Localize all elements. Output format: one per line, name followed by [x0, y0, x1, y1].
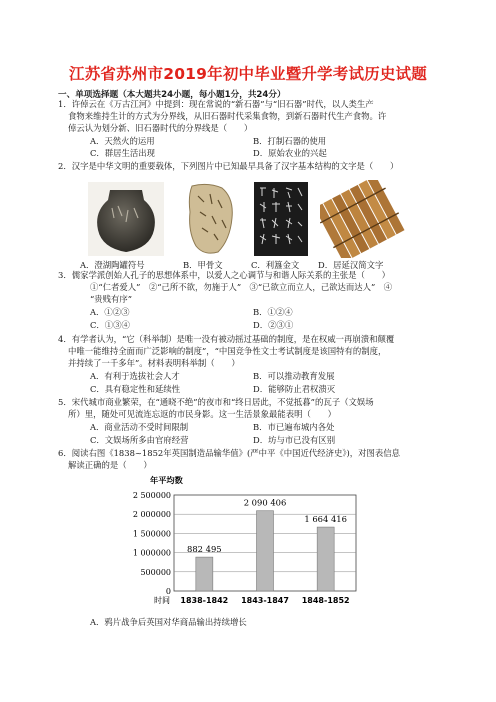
page-title: 江苏省苏州市2019年初中毕业暨升学考试历史试题 — [69, 65, 427, 83]
q3-statements-line-1: ①“仁者爱人” ②“己所不欲，勿施于人” ③“已欲立而立人，己欲达而达人” ④ — [90, 282, 393, 292]
q5-option-c[interactable]: C．文娱场所多由官府经营 — [90, 435, 189, 445]
q4-stem-line-3: 并持续了一千多年”。材料表明科举制（ ） — [68, 358, 240, 368]
bronze-inscription-image — [254, 182, 308, 256]
q6-stem-line-2: 解读正确的是（ ） — [68, 460, 152, 470]
q1-stem-line-1: 1．许倬云在《万古江河》中提到：现在常说的“新石器”与“旧石器”时代，以人类生产 — [58, 99, 374, 109]
bamboo-slips-image — [320, 180, 408, 258]
q2-caption-a[interactable]: A．澄湖陶罐符号 — [80, 260, 145, 270]
q5-option-d[interactable]: D．坊与市已没有区别 — [253, 435, 336, 445]
y-axis-label: 年平均数 — [150, 475, 183, 485]
bar — [317, 527, 334, 591]
q4-option-b[interactable]: B．可以推动教育发展 — [253, 371, 335, 381]
bar-value-label: 1 664 416 — [304, 514, 347, 525]
q4-stem-line-1: 4．有学者认为，“它（科举制）是唯一没有被动摇过基础的制度，是在权威一再崩溃和颠覆 — [58, 334, 395, 344]
y-tick-label: 2 500000 — [132, 491, 171, 500]
q5-option-b[interactable]: B．市已遍布城内各处 — [253, 422, 335, 432]
q1-option-b[interactable]: B．打制石器的使用 — [253, 136, 327, 146]
bar-value-label: 2 090 406 — [243, 497, 287, 508]
q3-option-a[interactable]: A．①②③ — [90, 307, 130, 317]
q4-option-c[interactable]: C．具有稳定性和延续性 — [90, 384, 181, 394]
y-tick-label: 0 — [165, 587, 171, 596]
q2-stem: 2．汉字是中华文明的重要载体，下列图片中已知最早具备了汉字基本结构的文字是（ ） — [58, 161, 399, 171]
q1-option-c[interactable]: C．群居生活出现 — [90, 148, 156, 158]
q5-stem-line-2: 所）里，随处可见流连忘返的市民身影。这一生活景象最能表明（ ） — [68, 409, 336, 419]
y-tick-label: 1 500000 — [132, 529, 171, 539]
section-heading: 一、单项选择题（本大题共24小题，每小题1分，共24分） — [58, 90, 286, 100]
x-tick-label: 1843-1847 — [241, 596, 289, 605]
bar-value-label: 882 495 — [187, 544, 222, 555]
x-tick-label: 1838-1842 — [180, 596, 229, 605]
bar — [196, 557, 213, 591]
q3-statements-line-2: “贵贱有序” — [90, 294, 133, 304]
oracle-bone-image — [182, 182, 240, 256]
x-axis-label: 时间 — [154, 596, 170, 605]
y-tick-label: 2 000000 — [132, 510, 171, 520]
export-value-bar-chart — [130, 470, 370, 610]
q4-option-d[interactable]: D．能够防止君权溃灭 — [253, 384, 336, 394]
q3-option-c[interactable]: C．①③④ — [90, 320, 130, 330]
q1-option-a[interactable]: A．天然火的运用 — [90, 136, 155, 146]
q6-stem-line-1: 6．阅读右图《1838~1852年英国制造品输华值》(严中平《中国近代经济史》)，对图表信息 — [58, 448, 401, 458]
pottery-jar-image — [88, 182, 164, 256]
y-tick-label: 500000 — [140, 567, 171, 577]
q1-stem-line-2: 食物来维持生计的方式为分界线，从旧石器时代采集食物，到新石器时代生产食物。许 — [68, 111, 387, 121]
q3-option-b[interactable]: B．①②④ — [253, 307, 293, 317]
q5-option-a[interactable]: A．商业活动不受时间限制 — [90, 422, 189, 432]
q2-caption-c[interactable]: C．利簋金文 — [251, 260, 300, 270]
q2-caption-b[interactable]: B．甲骨文 — [183, 260, 223, 270]
q1-stem-line-3: 倬云认为划分新、旧石器时代的分界线是（ ） — [68, 123, 253, 133]
q6-option-a[interactable]: A．鸦片战争后英国对华商品输出持续增长 — [90, 617, 247, 627]
q2-caption-d[interactable]: D．居延汉简文字 — [318, 260, 384, 270]
x-tick-label: 1848-1852 — [301, 596, 350, 605]
q3-stem: 3．儒家学派创始人孔子的思想体系中，以爱人之心调节与和谐人际关系的主张是（ ） — [58, 270, 390, 280]
q4-stem-line-2: 中唯一能维持全面而广泛影响的制度”，“中国竞争性文士考试制度是该国特有的制度， — [68, 346, 387, 356]
q3-option-d[interactable]: D．②③① — [253, 320, 294, 330]
y-tick-label: 1 000000 — [132, 548, 171, 558]
bar — [257, 511, 274, 591]
q5-stem-line-1: 5．宋代城市商业繁荣，在“通晓不绝”的夜市和“终日居此，不觉抵暮”的瓦子（文娱场 — [58, 397, 374, 407]
q4-option-a[interactable]: A．有利于选拔社会人才 — [90, 371, 180, 381]
q1-option-d[interactable]: D．原始农业的兴起 — [253, 148, 327, 158]
